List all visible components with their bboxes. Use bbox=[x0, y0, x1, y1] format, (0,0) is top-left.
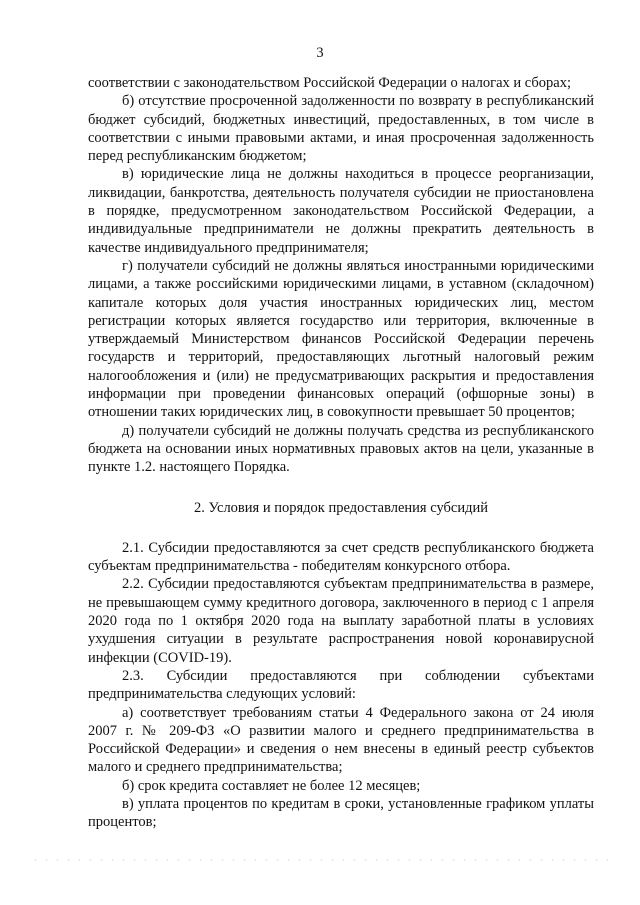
section-heading: 2. Условия и порядок предоставления субсидий bbox=[193, 499, 488, 516]
paragraph: б) срок кредита составляет не более 12 месяцев; bbox=[122, 777, 421, 794]
scan-artifact-line bbox=[30, 858, 610, 862]
paragraph: в) уплата процентов по кредитам в сроки, установленные графиком уплаты процентов; bbox=[88, 795, 594, 831]
paragraph: г) получатели субсидий не должны являться иностранными юридическими лицами, а также российскими юридическими лицами, в уставном (складочном) капитале которых доля участия иностранных юридических лиц, местом регистрации которых является государство или территория, включенные в утверждаемый Министерством финансов Российской Федерации перечень государств и территорий, предоставляющих льготный налоговый режим налогообложения и (или) не предусматривающих раскрытия и предоставления информации при проведении финансовых операций (офшорные зоны) в отношении таких юридических лиц, в совокупности превышает 50 процентов; bbox=[88, 257, 594, 421]
paragraph: 2.3. Субсидии предоставляются при соблюдении субъектами предпринимательства следующих условий: bbox=[88, 667, 594, 703]
document-body bbox=[88, 74, 594, 832]
paragraph: б) отсутствие просроченной задолженности по возврату в республиканский бюджет субсидий, бюджетных инвестиций, предоставленных, в том числе в соответствии с иными правовыми актами, и иная просроченная задолженность перед республиканским бюджетом; bbox=[88, 93, 594, 165]
paragraph: соответствии с законодательством Российской Федерации о налогах и сборах; bbox=[88, 75, 572, 91]
page-number: 3 bbox=[316, 45, 324, 61]
paragraph: в) юридические лица не должны находиться в процессе реорганизации, ликвидации, банкротства, деятельность получателя субсидии не приостановлена в порядке, предусмотренном законодательством Российской Федерации, а индивидуальные предприниматели не должны прекратить деятельность в качестве индивидуального предпринимателя; bbox=[88, 166, 594, 256]
paragraph: д) получатели субсидий не должны получать средства из республиканского бюджета на основании иных нормативных правовых актов на цели, указанные в пункте 1.2. настоящего Порядка. bbox=[88, 422, 594, 476]
paragraph: 2.1. Субсидии предоставляются за счет средств республиканского бюджета субъектам предпринимательства - победителям конкурсного отбора. bbox=[88, 539, 594, 575]
paragraph: 2.2. Субсидии предоставляются субъектам предпринимательства в размере, не превышающем сумму кредитного договора, заключенного в период с 1 апреля 2020 года по 1 октября 2020 года на выплату заработной платы в условиях ухудшения ситуации в результате распространения новой коронавирусной инфекции (COVID-19). bbox=[88, 576, 594, 666]
paragraph: а) соответствует требованиям статьи 4 Федерального закона от 24 июля 2007 г. № 209-ФЗ «О развитии малого и среднего предпринимательства в Российской Федерации» и сведения о нем внесены в единый реестр субъектов малого и среднего предпринимательства; bbox=[88, 704, 594, 776]
